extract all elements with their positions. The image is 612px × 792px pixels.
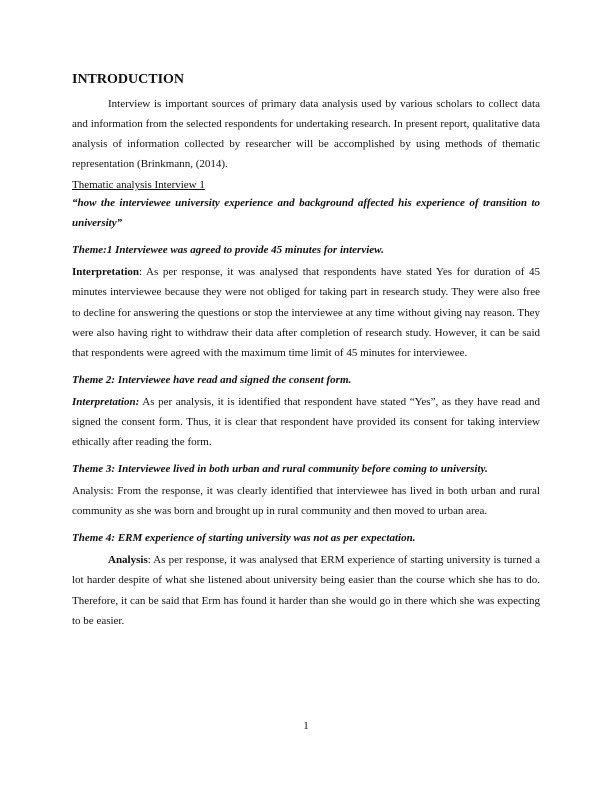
theme-2-label: Interpretation: bbox=[72, 395, 140, 408]
theme-1-paragraph bbox=[72, 262, 540, 362]
document-page bbox=[72, 72, 540, 631]
research-question: “how the interviewee university experience and background affected his experience of transition to university” bbox=[72, 197, 540, 230]
theme-3-paragraph: Analysis: From the response, it was clearly identified that interviewee has lived in both urban and rural community as she was born and brought up in rural community and then moved to urban area. bbox=[72, 485, 540, 518]
theme-2-title: Theme 2: Interviewee have read and signed the consent form. bbox=[72, 373, 352, 386]
section-heading: INTRODUCTION bbox=[72, 72, 185, 87]
theme-1-title: Theme:1 Interviewee was agreed to provide 45 minutes for interview. bbox=[72, 244, 384, 257]
theme-1-label: Interpretation bbox=[72, 266, 140, 279]
theme-4-paragraph bbox=[72, 550, 540, 630]
intro-paragraph: Interview is important sources of primary data analysis used by various scholars to collect data and information from the selected respondents for undertaking research. In present report, qualitative data analysis of information collected by researcher will be accomplished by using methods of thematic representation (Brinkmann, (2014). bbox=[72, 98, 540, 171]
subheading: Thematic analysis Interview 1 bbox=[72, 179, 205, 192]
theme-4-title: Theme 4: ERM experience of starting university was not as per expectation. bbox=[72, 532, 416, 545]
theme-4-label: Analysis bbox=[108, 554, 148, 567]
theme-2-paragraph bbox=[72, 392, 540, 452]
theme-4-body: : As per response, it was analysed that ERM experience of starting university is turned a lot harder despite of what she listened about university being easier than the course which she has to do. Therefore, it can be said that Erm has found it harder than she would go in there which she was expecting to be easier. bbox=[72, 554, 540, 627]
theme-1-body: : As per response, it was analysed that respondents have stated Yes for duration of 45 minutes interviewee because they were not obliged for taking part in research study. They were also free to decline for answering the questions or stop the interviewee at any time without giving nay reason. They were also having right to withdraw their data after completion of research study. However, it can be said that respondents were agreed with the maximum time limit of 45 minutes for interviewee. bbox=[72, 266, 540, 359]
theme-2-body: As per analysis, it is identified that respondent have stated “Yes”, as they have read and signed the consent form. Thus, it is clear that respondent have provided its consent for taking interview ethically after reading the form. bbox=[72, 395, 540, 449]
page-number: 1 bbox=[303, 720, 309, 732]
theme-3-title: Theme 3: Interviewee lived in both urban and rural community before coming to university. bbox=[72, 463, 488, 476]
